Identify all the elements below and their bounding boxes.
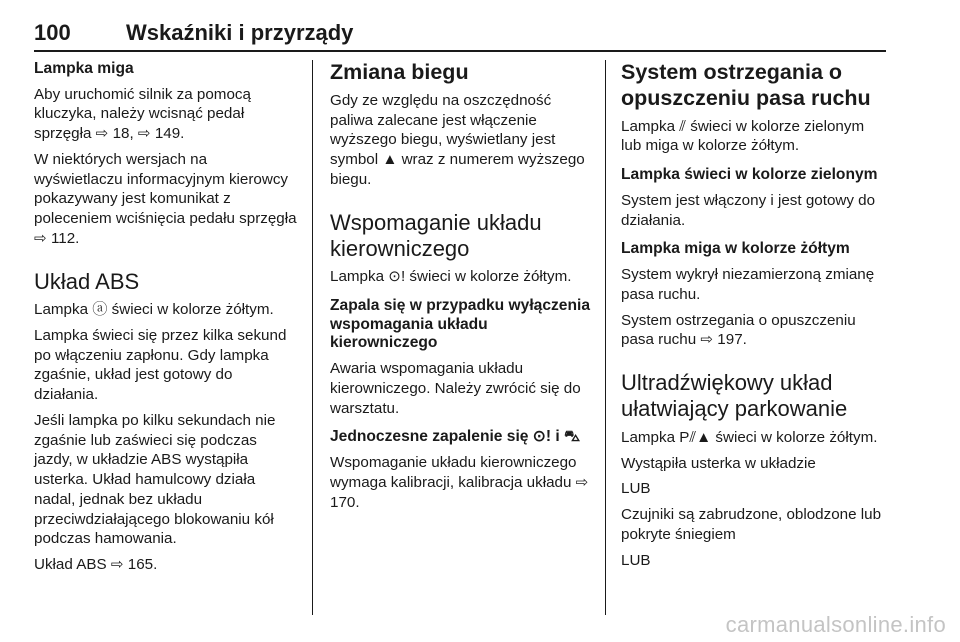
- column-divider-2: [605, 60, 606, 615]
- chapter-title: Wskaźniki i przyrządy: [126, 20, 354, 45]
- subheading: Jednoczesne zapalenie się ⊙! i ⛍: [330, 428, 581, 446]
- section-heading-zmiana-biegu: Zmiana biegu: [330, 60, 469, 84]
- paragraph: Awaria wspomagania układu kierowniczego. Należy zwrócić się do warsztatu.: [330, 360, 581, 417]
- paragraph: Wystąpiła usterka w układzie: [621, 454, 816, 472]
- paragraph: Lampka P⫽▲ świeci w kolorze żółtym.: [621, 428, 878, 446]
- subheading: Lampka miga w kolorze żółtym: [621, 240, 850, 258]
- section-heading-parking: Ultradźwiękowy układ ułatwiający parkowanie: [621, 370, 848, 422]
- column-1: [34, 60, 298, 581]
- paragraph: System ostrzegania o opuszczeniu pasa ruchu ⇨ 197.: [621, 311, 856, 349]
- page-number: 100: [34, 20, 71, 45]
- paragraph: System jest włączony i jest gotowy do działania.: [621, 191, 876, 229]
- paragraph: Układ ABS ⇨ 165.: [34, 556, 158, 574]
- column-3: [621, 60, 886, 576]
- subheading: Zapala się w przypadku wyłączenia wspomagania układu kierowniczego: [330, 297, 590, 352]
- section-heading-lampka-miga: Lampka miga: [34, 60, 134, 77]
- column-divider-1: [312, 60, 313, 615]
- paragraph: Wspomaganie układu kierowniczego wymaga kalibracji, kalibracja układu ⇨ 170.: [330, 454, 589, 511]
- paragraph: Lampka ⫽ świeci w kolorze zielonym lub miga w kolorze żółtym.: [621, 117, 865, 155]
- paragraph: Gdy ze względu na oszczędność paliwa zalecane jest włączenie wyższego biegu, wyświetlany jest symbol ▲ wraz z numerem wyższego biegu.: [330, 91, 585, 188]
- page-header: [34, 20, 886, 48]
- header-rule: [34, 50, 886, 52]
- paragraph: Lampka świeci się przez kilka sekund po włączeniu zapłonu. Gdy lampka zgaśnie, układ jest gotowy do działania.: [34, 326, 287, 404]
- paragraph: Aby uruchomić silnik za pomocą kluczyka, należy wcisnąć pedał sprzęgła ⇨ 18, ⇨ 149.: [34, 85, 251, 143]
- section-heading-wspomaganie: Wspomaganie układu kierowniczego: [330, 209, 542, 261]
- subheading: Lampka świeci w kolorze zielonym: [621, 166, 878, 184]
- paragraph: Jeśli lampka po kilku sekundach nie zgaśnie lub zaświeci się podczas jazdy, w układzie ABS wystąpiła usterka. Układ hamulcowy działa nadal, jednak bez układu przeciwdziałającego blokowaniu kół podczas hamowania.: [34, 411, 276, 548]
- column-2: [330, 60, 592, 518]
- section-heading-lane-departure: System ostrzegania o opuszczeniu pasa ruchu: [621, 60, 871, 110]
- paragraph: Lampka ⊙! świeci w kolorze żółtym.: [330, 268, 572, 286]
- paragraph: Czujniki są zabrudzone, oblodzone lub pokryte śniegiem: [621, 506, 882, 543]
- section-heading-abs: Układ ABS: [34, 268, 140, 294]
- paragraph: LUB: [621, 480, 651, 498]
- paragraph: Lampka ⓐ świeci w kolorze żółtym.: [34, 301, 274, 319]
- paragraph: W niektórych wersjach na wyświetlaczu informacyjnym kierowcy pokazywany jest komunikat z poleceniem wciśnięcia pedału sprzęgła ⇨ 112.: [34, 150, 297, 247]
- paragraph: LUB: [621, 551, 651, 569]
- watermark: carmanualsonline.info: [725, 612, 946, 637]
- paragraph: System wykrył niezamierzoną zmianę pasa ruchu.: [621, 266, 875, 303]
